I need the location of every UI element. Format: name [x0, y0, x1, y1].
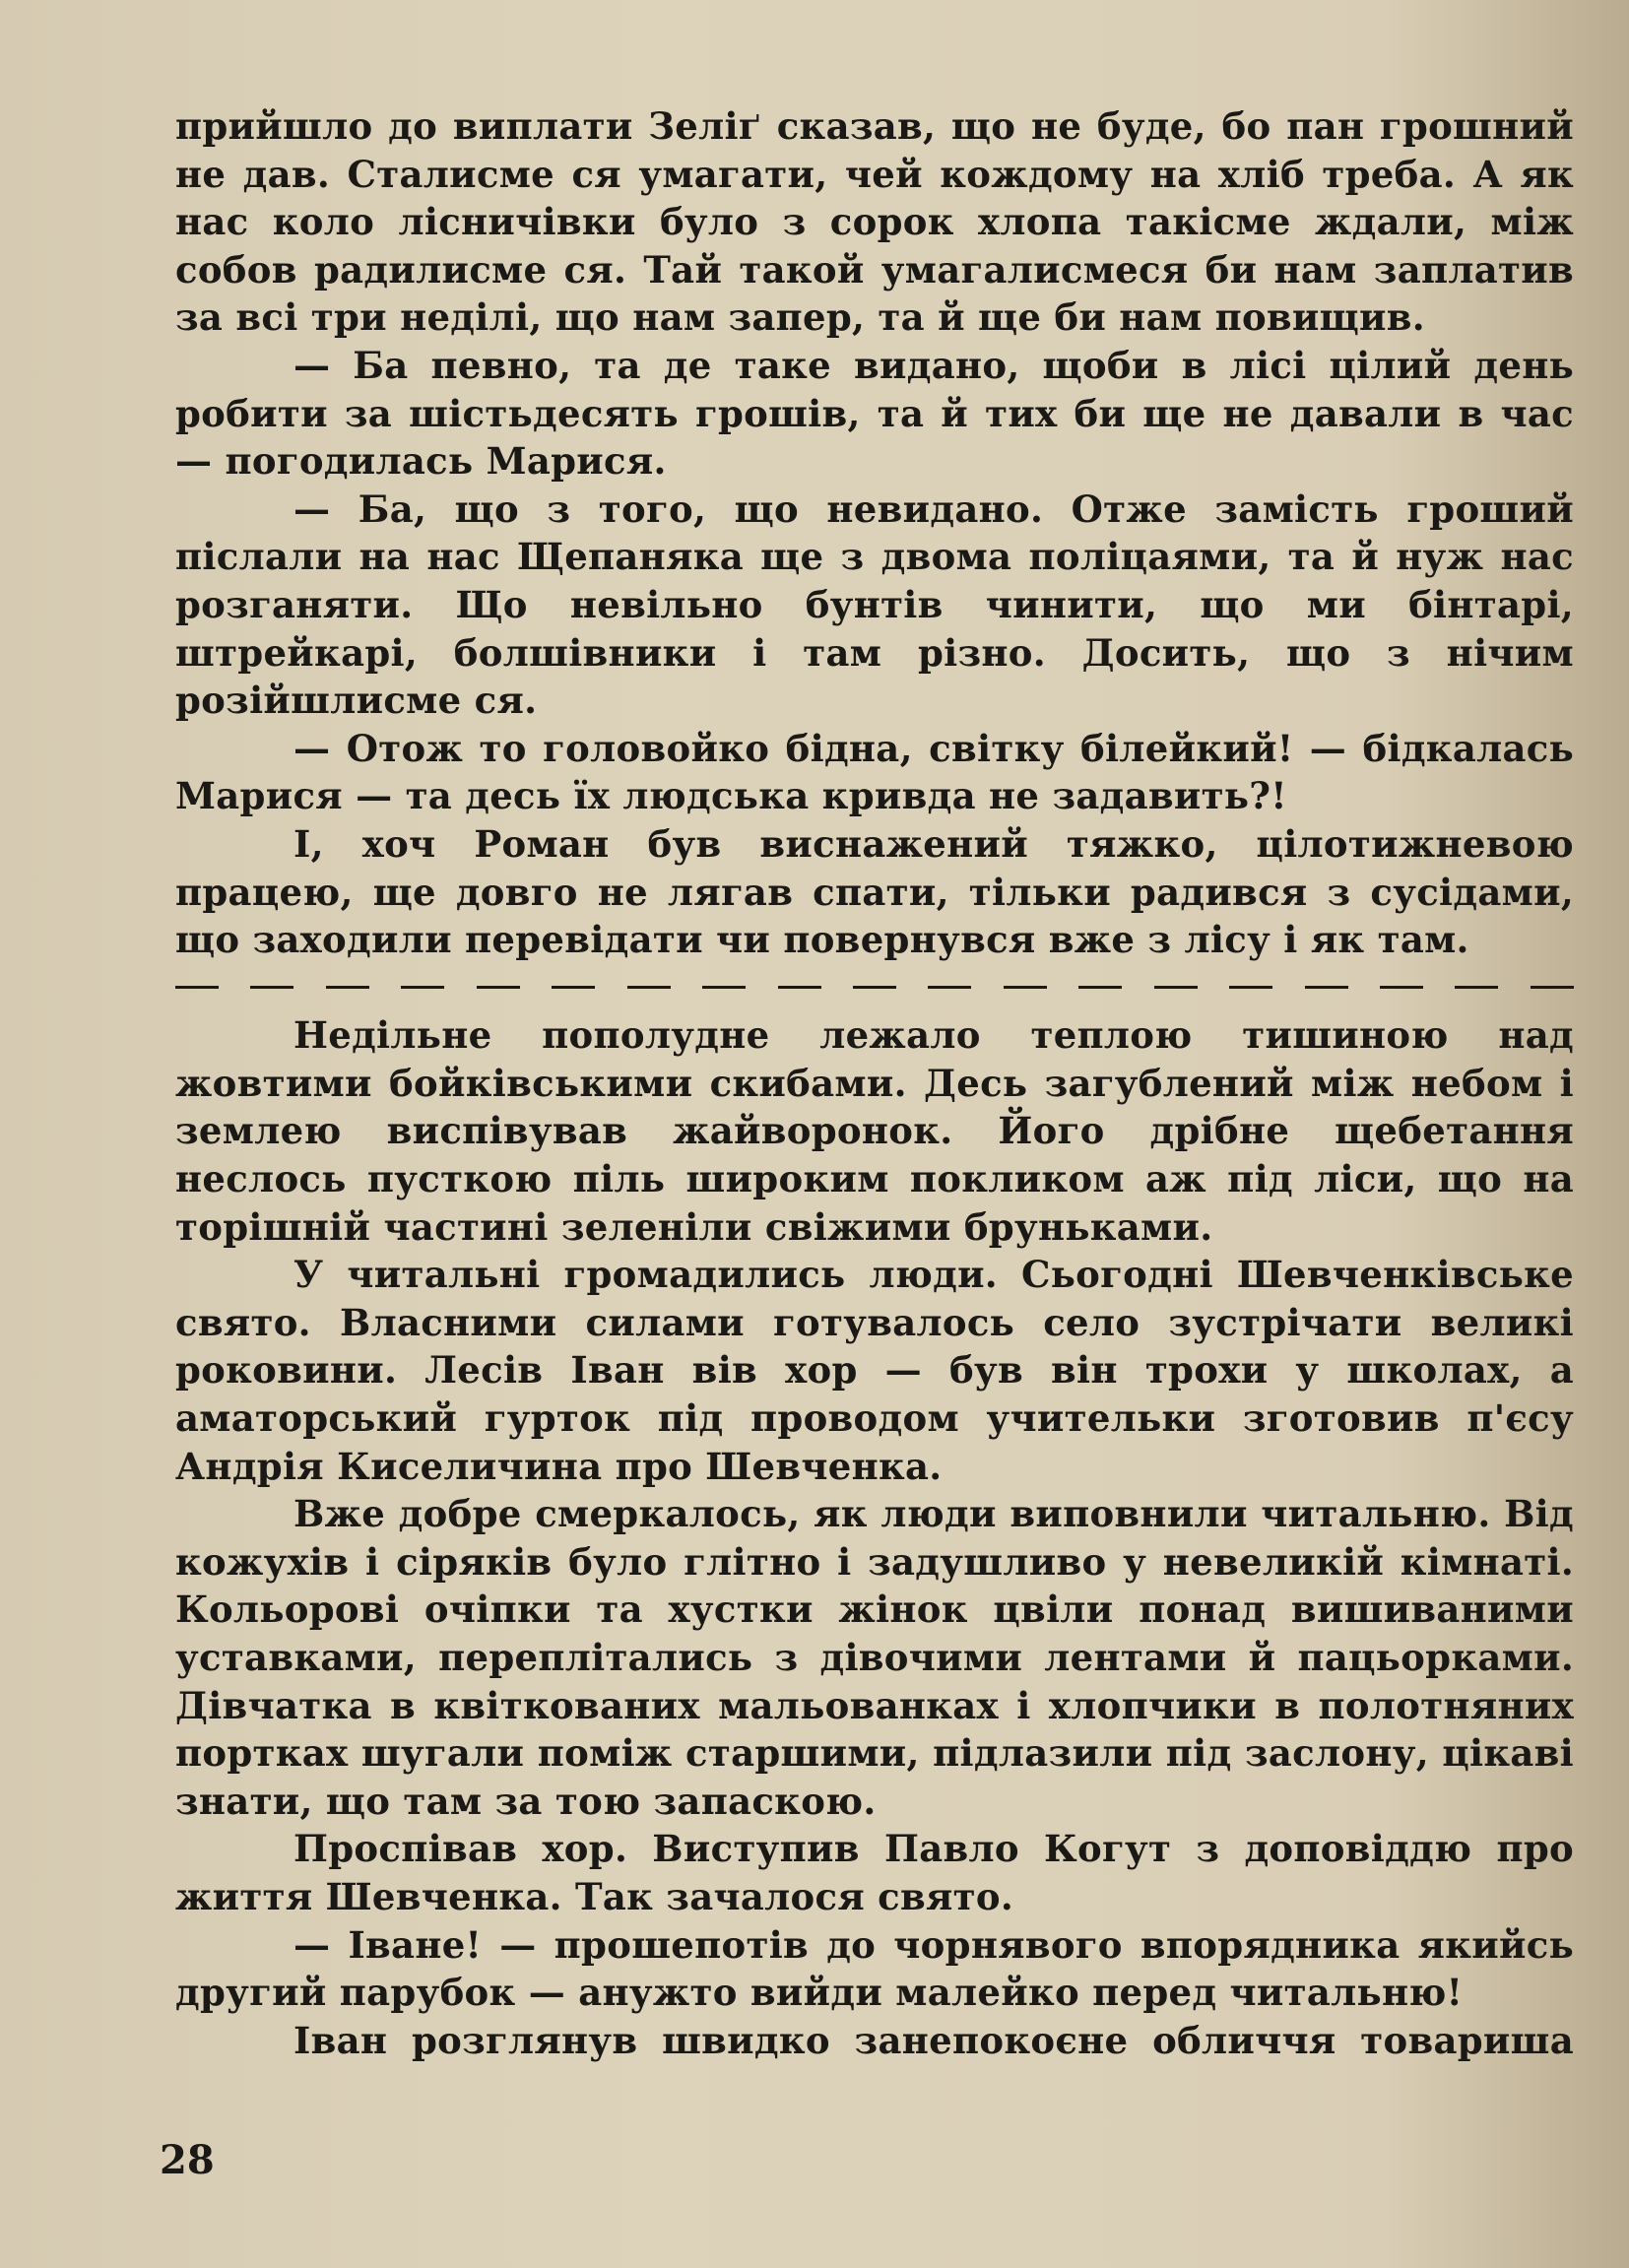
separator-dash — [552, 986, 595, 989]
paragraph-8: Вже добре смеркалось, як люди виповнили читальню. Від кожухів і сіряків було глітно і задушливо у невеликій кімнаті. Кольорові очіпки та хустки жінок цвіли понад вишиваними уставками, переплітались з дівочими лентами й пацьорками. Дівчатка в квіткованих мальованках і хлопчики в полотняних портках шугали поміж старшими, підлазили під заслону, цікаві знати, що там за тою запаскою. — [175, 1492, 1574, 1823]
paragraph-6: Недільне пополудне лежало теплою тишиною над жовтими бойківськими скибами. Десь загублений між небом і землею виспівував жайворонок. Його дрібне щебетання неслось пусткою піль широким покликом аж під ліси, що на торішній частині зеленіли свіжими бруньками. — [175, 1013, 1574, 1249]
separator-dash — [477, 986, 520, 989]
separator-dash — [1004, 986, 1047, 989]
paragraph-4: — Отож то головойко бідна, світку білейкий! — бідкалась Марися — та десь їх людська кривда не задавить?! — [175, 726, 1574, 818]
page-text — [175, 102, 1574, 2064]
separator-dash — [175, 986, 219, 989]
paragraph-2: — Ба певно, та де таке видано, щоби в лісі цілий день робити за шістьдесять грошів, та й тих би ще не давали в час — погодилась Марися. — [175, 343, 1574, 484]
separator-dash — [1154, 986, 1198, 989]
paragraph-10: — Іване! — прошепотів до чорнявого впорядника якийсь другий парубок — анужто вийди малейко перед читальню! — [175, 1922, 1574, 2015]
separator-dash — [928, 986, 971, 989]
separator-dash — [1455, 986, 1498, 989]
separator-dash — [1305, 986, 1348, 989]
separator-dash — [1531, 986, 1574, 989]
separator-dash — [250, 986, 293, 989]
separator-dash — [326, 986, 369, 989]
page-number: 28 — [160, 2137, 215, 2183]
paragraph-7: У читальні громадились люди. Сьогодні Шевченківське свято. Власними силами готувалось село зустрічати великі роковини. Лесів Іван вів хор — був він трохи у школах, а аматорський гурток під проводом учительки зготовив п'єсу Андрія Киселичина про Шевченка. — [175, 1253, 1574, 1488]
separator-dash — [1229, 986, 1272, 989]
separator-dash — [853, 986, 896, 989]
separator-dash — [627, 986, 671, 989]
paragraph-1: прийшло до виплати Зеліґ сказав, що не буде, бо пан грошний не дав. Сталисме ся умагати, чей кождому на хліб треба. А як нас коло лісничівки було з сорок хлопа такісме ждали, між собов радилисме ся. Тай такой умагалисмеся би нам заплатив за всі три неділі, що нам запер, та й ще би нам повищив. — [175, 104, 1574, 340]
section-separator — [175, 964, 1574, 1012]
paragraph-11: Іван розглянув швидко занепокоєне обличчя товариша — [293, 2018, 1574, 2062]
paragraph-9: Проспівав хор. Виступив Павло Когут з доповіддю про життя Шевченка. Так зачалося свято. — [175, 1827, 1574, 1918]
paragraph-3: — Ба, що з того, що невидано. Отже замість гроший післали на нас Щепаняка ще з двома поліцаями, та й нуж нас розганяти. Що невільно бунтів чинити, що ми бінтарі, штрейкарі, болшівники і там різно. Досить, що з нічим розійшлисме ся. — [175, 486, 1574, 723]
separator-dash — [778, 986, 821, 989]
separator-dash — [702, 986, 746, 989]
separator-dash — [1380, 986, 1423, 989]
separator-dash — [1078, 986, 1122, 989]
paragraph-5: І, хоч Роман був виснажений тяжко, цілотижневою працею, ще довго не лягав спати, тільки радився з сусідами, що заходили перевідати чи повернувся вже з лісу і як там. — [175, 821, 1574, 962]
separator-dash — [401, 986, 444, 989]
